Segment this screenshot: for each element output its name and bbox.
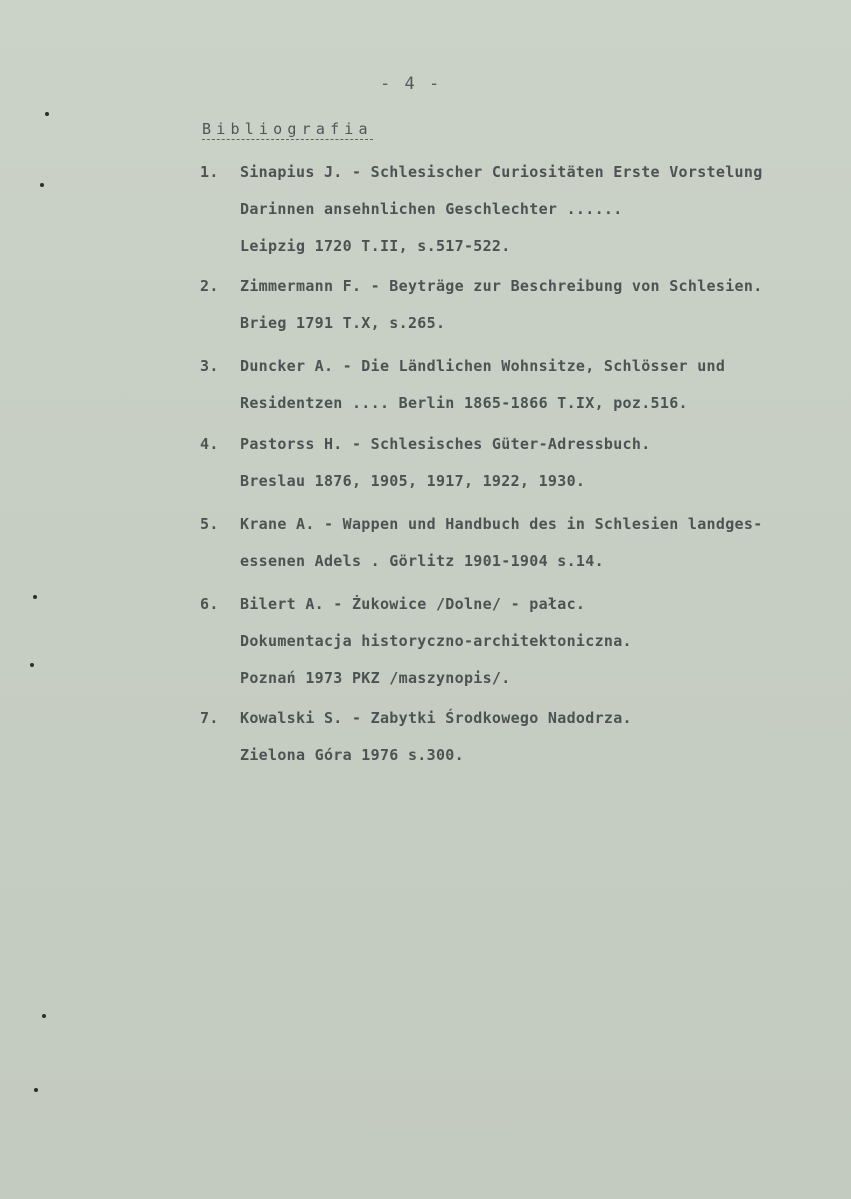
entry-line: Breslau 1876, 1905, 1917, 1922, 1930. — [240, 472, 586, 490]
margin-speck — [30, 663, 34, 667]
bibliography-entry-3 — [200, 348, 725, 422]
entry-number: 5. — [200, 515, 219, 533]
bibliography-heading: Bibliografia — [202, 120, 373, 138]
entry-line: Leipzig 1720 T.II, s.517-522. — [240, 237, 511, 255]
entry-line: Krane A. - Wappen und Handbuch des in Schlesien landges- — [240, 515, 763, 533]
margin-speck — [34, 1088, 38, 1092]
bibliography-entry-5 — [200, 506, 763, 580]
margin-speck — [45, 112, 49, 116]
entry-number: 3. — [200, 357, 219, 375]
margin-speck — [40, 183, 44, 187]
entry-line: Zielona Góra 1976 s.300. — [240, 746, 464, 764]
entry-line: Duncker A. - Die Ländlichen Wohnsitze, Schlösser und — [240, 357, 726, 375]
entry-line: Zimmermann F. - Beyträge zur Beschreibung von Schlesien. — [240, 277, 763, 295]
bibliography-entry-1 — [200, 154, 763, 265]
bibliography-entry-4 — [200, 426, 651, 500]
entry-line: Sinapius J. - Schlesischer Curiositäten Erste Vorstelung — [240, 163, 763, 181]
entry-line: Brieg 1791 T.X, s.265. — [240, 314, 446, 332]
entry-line: Pastorss H. - Schlesisches Güter-Adressbuch. — [240, 435, 651, 453]
margin-speck — [33, 595, 37, 599]
bibliography-entry-6 — [200, 586, 632, 697]
entry-line: Residentzen .... Berlin 1865-1866 T.IX, poz.516. — [240, 394, 688, 412]
entry-line: Kowalski S. - Zabytki Środkowego Nadodrza. — [240, 709, 632, 727]
entry-line: Bilert A. - Żukowice /Dolne/ - pałac. — [240, 595, 586, 613]
page-number: - 4 - — [380, 74, 442, 94]
bibliography-entry-2 — [200, 268, 763, 342]
entry-line: essenen Adels . Görlitz 1901-1904 s.14. — [240, 552, 604, 570]
entry-number: 6. — [200, 595, 219, 613]
bibliography-entry-7 — [200, 700, 632, 774]
entry-line: Dokumentacja historyczno-architektoniczna. — [240, 632, 632, 650]
entry-number: 1. — [200, 163, 219, 181]
margin-speck — [42, 1014, 46, 1018]
entry-number: 2. — [200, 277, 219, 295]
entry-line: Darinnen ansehnlichen Geschlechter ...... — [240, 200, 623, 218]
entry-number: 4. — [200, 435, 219, 453]
entry-number: 7. — [200, 709, 219, 727]
entry-line: Poznań 1973 PKZ /maszynopis/. — [240, 669, 511, 687]
